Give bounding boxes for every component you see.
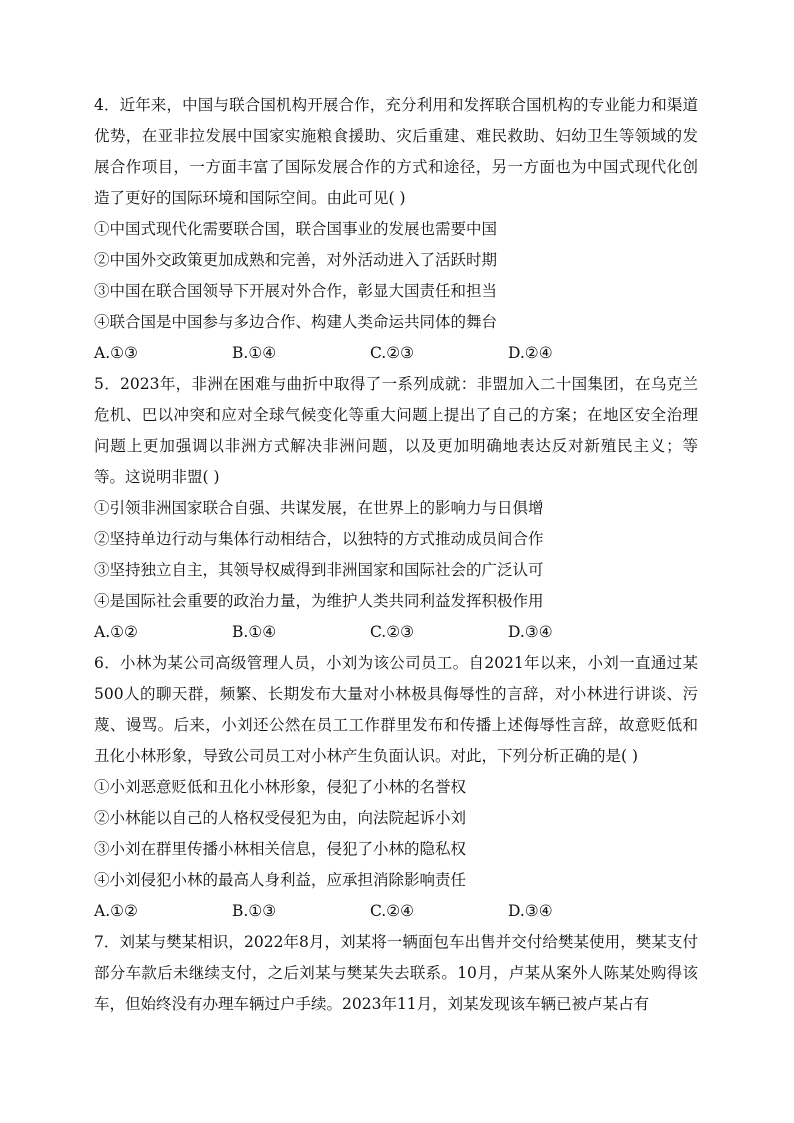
answer-choice-a: A.①③ [94, 344, 138, 362]
question-6 [94, 648, 698, 927]
statement-option: ①引领非洲国家联合自强、共谋发展，在世界上的影响力与日俱增 [94, 499, 544, 517]
statement-option: ④小刘侵犯小林的最高人身利益，应承担消除影响责任 [94, 871, 467, 889]
answer-choice-c: C.②③ [370, 623, 415, 641]
question-stem: 7．刘某与樊某相识，2022年8月，刘某将一辆面包车出售并交付给樊某使用，樊某支付部分车款后未继续支付，之后刘某与樊某失去联系。10月，卢某从案外人陈某处购得该车，但始终没有办理车辆过户手续。2023年11月，刘某发现该车辆已被卢某占有 [94, 933, 698, 1013]
answer-choices [94, 338, 698, 369]
statement-option: ③坚持独立自主，其领导权威得到非洲国家和国际社会的广泛认可 [94, 561, 544, 579]
statement-option: ②中国外交政策更加成熟和完善，对外活动进入了活跃时期 [94, 251, 498, 269]
answer-choice-b: B.①③ [232, 902, 277, 920]
question-stem: 4．近年来，中国与联合国机构开展合作，充分利用和发挥联合国机构的专业能力和渠道优势，在亚非拉发展中国家实施粮食援助、灾后重建、难民救助、妇幼卫生等领域的发展合作项目，一方面丰富了国际发展合作的方式和途径，另一方面也为中国式现代化创造了更好的国际环境和国际空间。由此可见( ) [94, 96, 698, 207]
question-7 [94, 927, 698, 1020]
question-4 [94, 90, 698, 369]
question-5 [94, 369, 698, 648]
statement-option: ①小刘恶意贬低和丑化小林形象，侵犯了小林的名誉权 [94, 778, 467, 796]
statement-option: ①中国式现代化需要联合国，联合国事业的发展也需要中国 [94, 220, 498, 238]
answer-choice-b: B.①④ [232, 623, 277, 641]
answer-choice-c: C.②③ [370, 344, 415, 362]
answer-choices [94, 896, 698, 927]
answer-choice-b: B.①④ [232, 344, 277, 362]
answer-choice-d: D.③④ [508, 902, 553, 920]
answer-choice-a: A.①② [94, 902, 138, 920]
document-page [94, 90, 698, 1020]
answer-choice-a: A.①② [94, 623, 138, 641]
answer-choice-d: D.②④ [508, 344, 553, 362]
question-stem: 6．小林为某公司高级管理人员，小刘为该公司员工。自2021年以来，小刘一直通过某500人的聊天群，频繁、长期发布大量对小林极具侮辱性的言辞，对小林进行讲谈、污蔑、谩骂。后来，小刘还公然在员工工作群里发布和传播上述侮辱性言辞，故意贬低和丑化小林形象，导致公司员工对小林产生负面认识。对此，下列分析正确的是( ) [94, 654, 698, 765]
question-stem: 5．2023年，非洲在困难与曲折中取得了一系列成就：非盟加入二十国集团，在乌克兰危机、巴以冲突和应对全球气候变化等重大问题上提出了自己的方案；在地区安全治理问题上更加强调以非洲方式解决非洲问题，以及更加明确地表达反对新殖民主义；等等。这说明非盟( ) [94, 375, 698, 486]
answer-choice-d: D.③④ [508, 623, 553, 641]
statement-option: ③小刘在群里传播小林相关信息，侵犯了小林的隐私权 [94, 840, 467, 858]
statement-option: ④是国际社会重要的政治力量，为维护人类共同利益发挥积极作用 [94, 592, 544, 610]
statement-option: ③中国在联合国领导下开展对外合作，彰显大国责任和担当 [94, 282, 498, 300]
answer-choices [94, 617, 698, 648]
statement-option: ②坚持单边行动与集体行动相结合，以独特的方式推动成员间合作 [94, 530, 544, 548]
answer-choice-c: C.②④ [370, 902, 415, 920]
statement-option: ②小林能以自己的人格权受侵犯为由，向法院起诉小刘 [94, 809, 467, 827]
statement-option: ④联合国是中国参与多边合作、构建人类命运共同体的舞台 [94, 313, 498, 331]
